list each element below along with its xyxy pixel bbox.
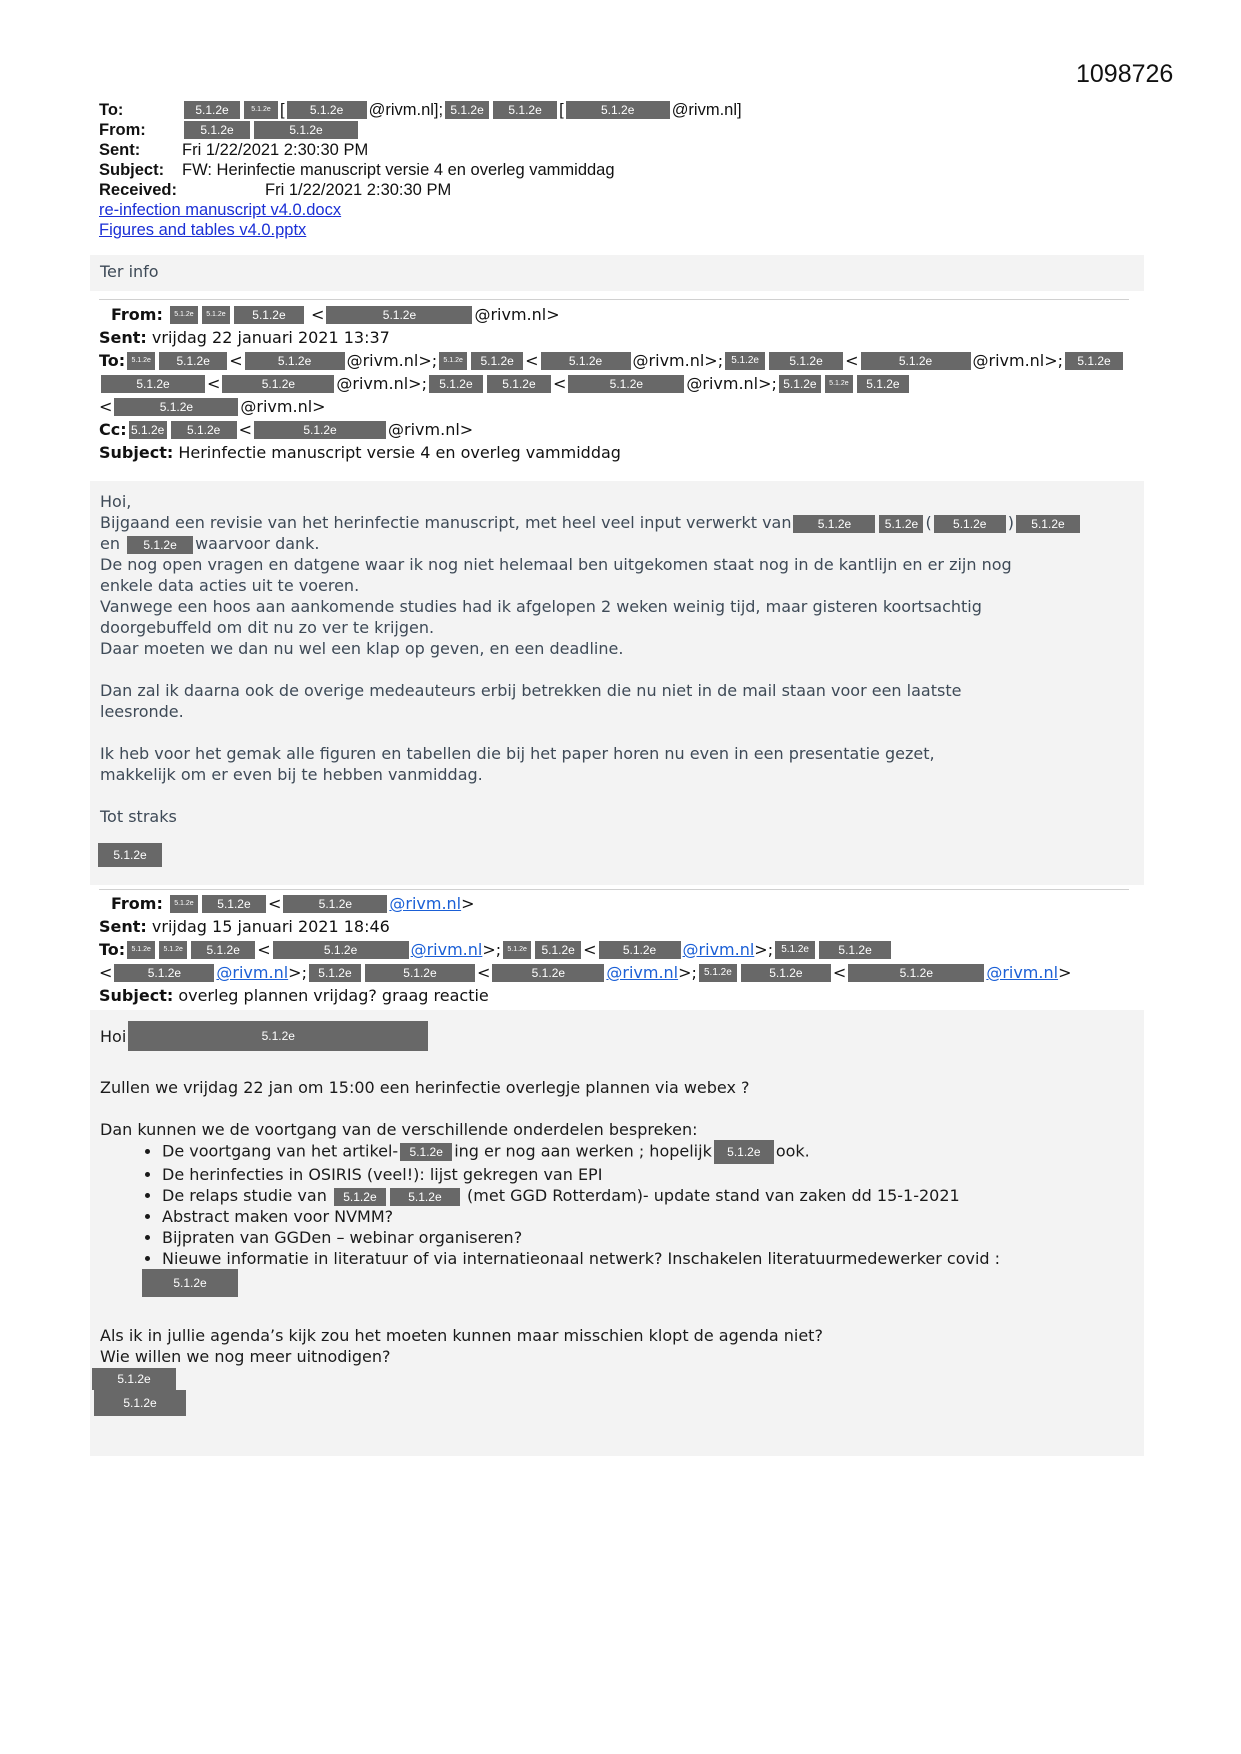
to-domain: @rivm.nl>; [632, 351, 724, 370]
greeting-line [100, 1021, 1144, 1051]
message2-header: From: 5.1.2e 5.1.2e < 5.1.2e @rivm.nl > Sent: vrijdag 15 januari 2021 18:46 To: 5.1.2e 5.1.2e 5.1.2e < 5.1.2e @rivm.nl >; 5.1.2e 5.1.2e < 5.1.2e @rivm.nl >; 5.1.2e 5.1.2e < 5.1.2e @rivm.nl >; 5.1.2e 5.1.2e < 5.1.2e @rivm.nl >; 5.1.2e 5.1.2e < 5.1.2e @rivm.nl > Subject: overleg plannen vrijdag? graag reactie [99, 894, 1072, 1005]
to-domain: @rivm.nl] [671, 101, 742, 119]
cc-domain: @rivm.nl> [388, 420, 474, 439]
redaction: 5.1.2e [244, 101, 278, 119]
greeting: Hoi [100, 1026, 127, 1046]
redaction: 5.1.2e [825, 375, 853, 393]
redaction: 5.1.2e [1065, 352, 1123, 370]
redaction: 5.1.2e [848, 964, 984, 982]
redaction: 5.1.2e [503, 941, 531, 959]
received-label: Received: [99, 181, 177, 199]
redaction: 5.1.2e [769, 352, 843, 370]
body-line: Vanwege een hoos aan aankomende studies had ik afgelopen 2 weken weinig tijd, maar gisteren koortsachtig [100, 597, 982, 616]
body-line: De nog open vragen en datgene waar ik nog niet helemaal ben uitgekomen staat nog in de kantlijn en er zijn nog [100, 555, 1012, 574]
subject-label: Subject: [99, 443, 174, 462]
body-line: doorgebuffeld om dit nu zo ver te krijgen. [100, 618, 435, 637]
redaction: 5.1.2e [471, 352, 523, 370]
redaction: 5.1.2e [283, 895, 387, 913]
agenda-list [100, 1140, 1144, 1269]
redaction: 5.1.2e [114, 398, 238, 416]
redaction: 5.1.2e [725, 352, 765, 370]
separator [99, 299, 1129, 300]
body-line: Dan kunnen we de voortgang van de verschillende onderdelen bespreken: [100, 1120, 698, 1139]
body-line: makkelijk om er even bij te hebben vanmiddag. [100, 765, 483, 784]
sent-label: Sent: [99, 328, 147, 347]
redaction: 5.1.2e [184, 101, 240, 119]
from-label: From: [111, 305, 163, 324]
item-text: ook. [775, 1141, 810, 1161]
redaction: 5.1.2e [439, 352, 467, 370]
from-label: From: [99, 121, 146, 139]
document-id: 1098726 [1076, 60, 1174, 88]
redaction: 5.1.2e [170, 306, 198, 324]
redaction: 5.1.2e [142, 1269, 238, 1297]
redaction: 5.1.2e [566, 101, 670, 119]
body-line [100, 533, 1144, 554]
redaction: 5.1.2e [334, 1188, 386, 1206]
redaction: 5.1.2e [309, 964, 361, 982]
redaction: 5.1.2e [365, 964, 475, 982]
redaction: 5.1.2e [202, 895, 266, 913]
redaction: 5.1.2e [779, 375, 821, 393]
redaction: 5.1.2e [568, 375, 684, 393]
body-line: Dan zal ik daarna ook de overige medeauteurs erbij betrekken die nu niet in de mail staan voor een laatste [100, 681, 962, 700]
sent-label: Sent: [99, 917, 147, 936]
subject-value: FW: Herinfectie manuscript versie 4 en overleg vammiddag [182, 161, 615, 179]
redaction: 5.1.2e [879, 515, 923, 533]
redaction: 5.1.2e [819, 941, 891, 959]
sent-label: Sent: [99, 141, 141, 159]
redaction: 5.1.2e [429, 375, 483, 393]
subject-label: Subject: [99, 986, 174, 1005]
redaction: 5.1.2e [184, 121, 250, 139]
item-text: De voortgang van het artikel- [162, 1141, 399, 1161]
redaction: 5.1.2e [541, 352, 631, 370]
to-label: To: [99, 940, 126, 959]
list-item: • De herinfecties in OSIRIS (veel!): lijst gekregen van EPI [162, 1164, 1144, 1185]
sent-value: vrijdag 15 januari 2021 18:46 [151, 917, 390, 936]
to-domain: @rivm.nl>; [346, 351, 438, 370]
body-text: waarvoor dank. [195, 534, 320, 553]
redaction: 5.1.2e [699, 964, 737, 982]
greeting: Hoi, [100, 492, 132, 511]
signature-redaction: 5.1.2e [92, 1368, 176, 1390]
redaction: 5.1.2e [114, 964, 214, 982]
attachment-link[interactable]: re-infection manuscript v4.0.docx [99, 201, 342, 219]
message2-body [90, 1010, 1144, 1456]
list-item: • Abstract maken voor NVMM? [162, 1206, 1144, 1227]
to-label: To: [99, 351, 126, 370]
subject-value: overleg plannen vrijdag? graag reactie [178, 986, 489, 1005]
to-domain: @rivm.nl>; [686, 374, 777, 393]
body-line: enkele data acties uit te voeren. [100, 576, 360, 595]
item-text: De relaps studie van [162, 1186, 327, 1205]
redaction: 5.1.2e [934, 515, 1006, 533]
redaction: 5.1.2e [245, 352, 345, 370]
body-line: leesronde. [100, 702, 184, 721]
email-link[interactable]: @rivm.nl [216, 963, 289, 982]
redaction: 5.1.2e [191, 941, 255, 959]
redaction: 5.1.2e [400, 1143, 452, 1161]
to-domain: @rivm.nl> [240, 397, 326, 416]
redaction: 5.1.2e [128, 1021, 428, 1051]
redaction: 5.1.2e [287, 101, 367, 119]
to-domain: @rivm.nl>; [336, 374, 427, 393]
body-line: Daar moeten we dan nu wel een klap op geven, en een deadline. [100, 639, 624, 658]
body-line: Ik heb voor het gemak alle figuren en tabellen die bij het paper horen nu even in een presentatie gezet, [100, 744, 935, 763]
email-link[interactable]: @rivm.nl [410, 940, 483, 959]
sent-value: Fri 1/22/2021 2:30:30 PM [182, 141, 369, 159]
sent-value: vrijdag 22 januari 2021 13:37 [151, 328, 390, 347]
redaction: 5.1.2e [493, 101, 557, 119]
redaction: 5.1.2e [1016, 515, 1080, 533]
redaction: 5.1.2e [254, 121, 358, 139]
body-text: en [100, 534, 120, 553]
list-item: • Nieuwe informatie in literatuur of via internatieonaal netwerk? Inschakelen literatuurmedewerker covid : [162, 1248, 1144, 1269]
subject-label: Subject: [99, 161, 165, 179]
closing: Tot straks [100, 807, 177, 826]
body-line: Zullen we vrijdag 22 jan om 15:00 een herinfectie overlegje plannen via webex ? [100, 1078, 750, 1097]
redaction: 5.1.2e [793, 515, 875, 533]
redaction: 5.1.2e [171, 421, 237, 439]
redaction: 5.1.2e [487, 375, 551, 393]
to-domain: @rivm.nl]; [368, 101, 444, 119]
redaction: 5.1.2e [775, 941, 815, 959]
list-item [162, 1185, 1144, 1206]
separator [99, 889, 1129, 890]
redaction: 5.1.2e [714, 1140, 774, 1164]
body-line: Als ik in jullie agenda’s kijk zou het moeten kunnen maar misschien klopt de agenda niet? [100, 1326, 823, 1345]
email-link[interactable]: @rivm.nl [606, 963, 679, 982]
from-domain: @rivm.nl> [474, 305, 560, 324]
redaction: 5.1.2e [390, 1188, 460, 1206]
redaction: 5.1.2e [101, 375, 205, 393]
redaction: 5.1.2e [445, 101, 489, 119]
signature-redaction: 5.1.2e [98, 843, 162, 867]
body-text: Bijgaand een revisie van het herinfectie manuscript, met heel veel input verwerkt van [100, 513, 792, 532]
to-label: To: [99, 101, 124, 119]
email-link[interactable]: @rivm.nl [682, 940, 755, 959]
email-link[interactable]: @rivm.nl [986, 963, 1059, 982]
redaction: 5.1.2e [741, 964, 831, 982]
to-domain: @rivm.nl>; [972, 351, 1064, 370]
signature-redaction: 5.1.2e [94, 1390, 186, 1416]
ter-info-block [90, 255, 1144, 291]
redaction: 5.1.2e [222, 375, 334, 393]
message1-header: From: 5.1.2e 5.1.2e 5.1.2e < 5.1.2e @rivm.nl> Sent: vrijdag 22 januari 2021 13:37 To: 5.1.2e 5.1.2e < 5.1.2e @rivm.nl>; 5.1.2e 5.1.2e < 5.1.2e @rivm.nl>; 5.1.2e 5.1.2e < 5.1.2e @rivm.nl>; 5.1.2e 5.1.2e < 5.1.2e @rivm.nl>; 5.1.2e 5.1.2e < 5.1.2e @rivm.nl>; 5.1.2e 5.1.2e 5.1.2e < 5.1.2e @rivm.nl> Cc: 5.1.2e 5.1.2e < 5.1.2e @rivm.nl> Subject: Herinfectie manuscript versie 4 en overleg vammiddag [99, 303, 1125, 464]
message1-body [90, 481, 1144, 885]
redaction: 5.1.2e [159, 352, 227, 370]
redaction: 5.1.2e [127, 352, 155, 370]
from-label: From: [111, 894, 163, 913]
received-value: Fri 1/22/2021 2:30:30 PM [265, 181, 452, 199]
redaction: 5.1.2e [273, 941, 409, 959]
redaction: 5.1.2e [127, 536, 193, 554]
list-item: • Bijpraten van GGDen – webinar organiseren? [162, 1227, 1144, 1248]
body-line: Bijgaand een revisie van het herinfectie manuscript, met heel veel input verwerkt van 5.1.2e 5.1.2e ( 5.1.2e ) 5.1.2e [100, 512, 1144, 533]
item-text: ing er nog aan werken ; hopelijk [454, 1141, 712, 1161]
ter-info-text: Ter info [100, 262, 159, 281]
redaction: 5.1.2e [535, 941, 581, 959]
redaction: 5.1.2e [159, 941, 187, 959]
attachment-link[interactable]: Figures and tables v4.0.pptx [99, 221, 307, 239]
email-link[interactable]: @rivm.nl [389, 894, 462, 913]
body-line: Wie willen we nog meer uitnodigen? [100, 1347, 391, 1366]
redaction: 5.1.2e [129, 421, 167, 439]
redaction: 5.1.2e [202, 306, 230, 324]
subject-value: Herinfectie manuscript versie 4 en overleg vammiddag [178, 443, 621, 462]
item-text: (met GGD Rotterdam)- update stand van zaken dd 15-1-2021 [467, 1186, 960, 1205]
cc-label: Cc: [99, 420, 127, 439]
redaction: 5.1.2e [599, 941, 681, 959]
outer-email-header: To: 5.1.2e 5.1.2e [ 5.1.2e @rivm.nl]; 5.1.2e 5.1.2e [ 5.1.2e @rivm.nl] From: 5.1.2e 5.1.2e Sent: Fri 1/22/2021 2:30:30 PM Subject: FW: Herinfectie manuscript versie 4 en overleg vammiddag Received: Fri 1/22/2021 2:30:30 PM re-infection manuscript v4.0.docx Figures and tables v4.0.pptx [99, 101, 742, 239]
redaction: 5.1.2e [326, 306, 472, 324]
redaction: 5.1.2e [254, 421, 386, 439]
redaction: 5.1.2e [234, 306, 304, 324]
redaction: 5.1.2e [857, 375, 909, 393]
list-item [162, 1140, 1144, 1164]
redaction: 5.1.2e [127, 941, 155, 959]
redaction: 5.1.2e [170, 895, 198, 913]
redaction: 5.1.2e [861, 352, 971, 370]
redaction: 5.1.2e [492, 964, 604, 982]
